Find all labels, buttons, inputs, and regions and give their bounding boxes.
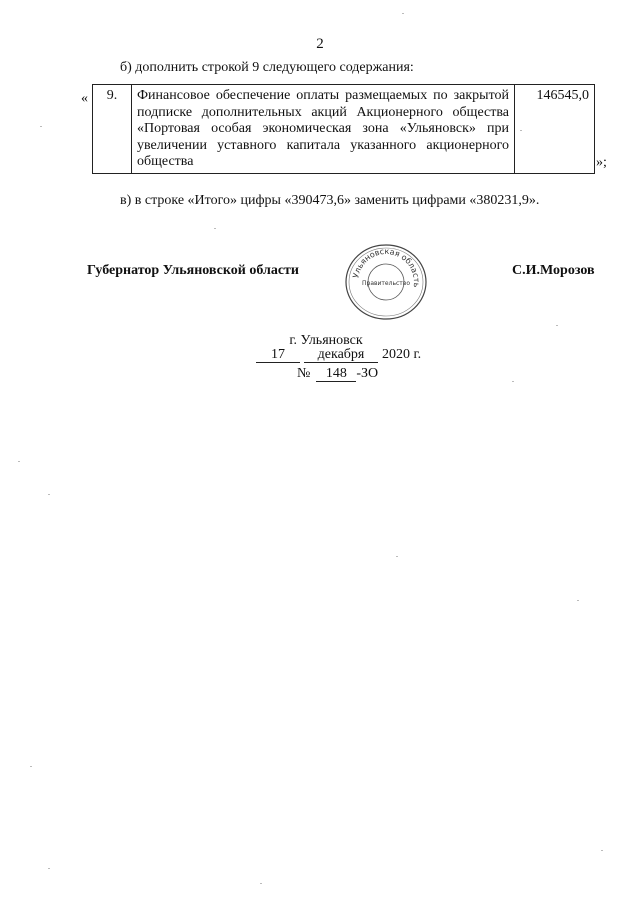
date-line <box>256 347 421 363</box>
official-seal <box>340 241 432 323</box>
amendment-intro: б) дополнить строкой 9 следующего содержания: <box>120 60 414 75</box>
seal-ring-text: Ульяновская область <box>351 246 422 288</box>
date-year: 2020 г. <box>382 347 422 362</box>
number-sign: № <box>297 366 311 381</box>
row-number: 9. <box>93 85 132 174</box>
signatory-name: С.И.Морозов <box>512 263 595 278</box>
closing-quote: »; <box>596 155 607 170</box>
signatory-position: Губернатор Ульяновской области <box>87 263 299 278</box>
seal-center-text: Правительство <box>362 280 410 287</box>
law-number: 148 <box>316 366 356 382</box>
city: г. Ульяновск <box>289 333 363 348</box>
law-number-suffix: -ЗО <box>356 366 379 381</box>
amendment-table <box>92 84 595 174</box>
law-number-line <box>297 366 378 382</box>
date-day: 17 <box>256 347 300 363</box>
opening-quote: « <box>81 91 88 106</box>
amendment-b: в) в строке «Итого» цифры «390473,6» заменить цифрами «380231,9». <box>120 193 540 208</box>
date-month: декабря <box>304 347 378 363</box>
row-description: Финансовое обеспечение оплаты размещаемых по закрытой подписке дополнительных акций Акционерного общества «Портовая особая экономическая зона «Ульяновск» при увеличении уставного капитала указанного акционерного общества <box>132 85 515 174</box>
page-number: 2 <box>316 36 324 52</box>
row-amount: 146545,0 <box>515 85 595 174</box>
table-row <box>93 85 595 174</box>
